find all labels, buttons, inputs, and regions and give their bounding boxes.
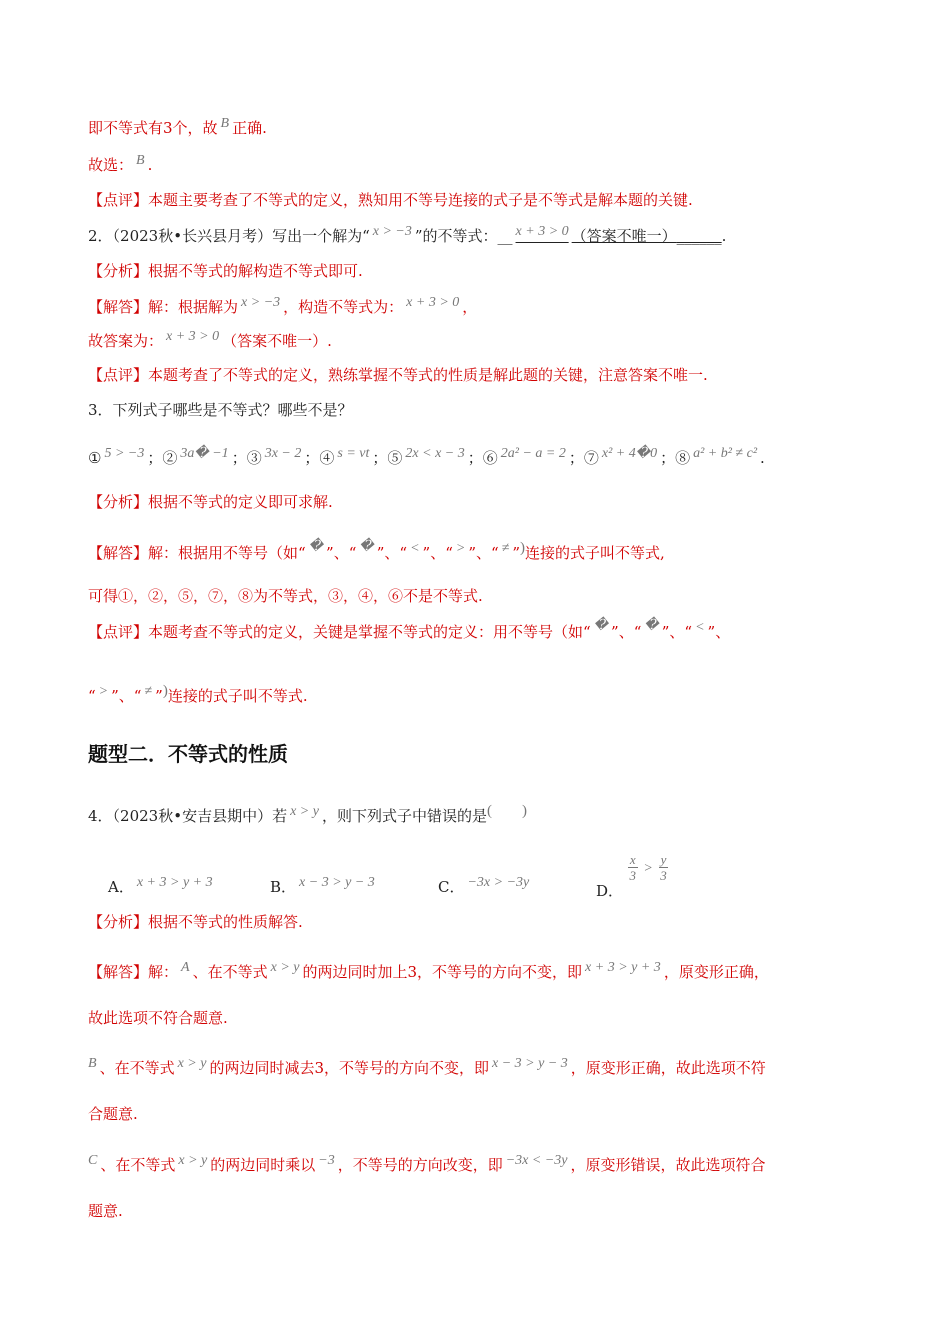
text: ，不等号的方向改变，即 [337, 1156, 503, 1174]
math-expr: s = vt [337, 446, 370, 461]
text: ”、 [707, 623, 731, 641]
denominator: 3 [629, 868, 636, 883]
option-label: D． [596, 881, 624, 900]
question-2 [88, 226, 870, 248]
math-expr: A [181, 960, 190, 975]
text: 解：根据解为 [148, 298, 239, 316]
text: 故选： [88, 156, 134, 174]
option-b-explanation [88, 1058, 870, 1080]
item-number: ；⑦ [568, 449, 599, 467]
tag-label: 【分析】 [88, 493, 149, 511]
text: 2．（2023秋•长兴县月考）写出一个解为“ [88, 227, 370, 245]
math-expr: x + 3 > 0 [166, 329, 220, 344]
text-line [88, 118, 870, 140]
analysis-line [88, 492, 870, 512]
text: 即不等式有3个，故 [88, 119, 218, 137]
math-expr: x − 3 > y − 3 [299, 875, 375, 890]
text: 本题考查不等式的定义，关键是掌握不等式的定义：用不等号（如“ [148, 623, 591, 641]
text: ，构造不等式为： [283, 298, 404, 316]
item-number: ；⑧ [660, 449, 691, 467]
text: 、在不等式 [192, 963, 268, 981]
text: 根据不等式的性质解答. [148, 913, 303, 931]
option-c [438, 876, 532, 897]
numerator: y [660, 852, 667, 867]
text: 的两边同时加上3，不等号的方向不变，即 [302, 963, 583, 981]
text: ”、“ [611, 623, 642, 641]
tag-label: 【解答】 [88, 963, 149, 981]
math-symbol: > [643, 860, 653, 876]
option-c-explanation [88, 1155, 870, 1177]
solution-line [88, 539, 870, 565]
comment-line-cont [88, 683, 870, 708]
text-line [88, 1008, 870, 1028]
math-symbol: < [410, 541, 420, 556]
paren: ) [162, 683, 168, 699]
math-expr: x > y [290, 804, 319, 819]
text: . [721, 227, 727, 245]
text-line [88, 1104, 870, 1124]
text: ”、“ [326, 544, 357, 562]
text: 连接的式子叫不等式. [167, 687, 308, 705]
item-number: ；⑥ [467, 449, 498, 467]
fraction [659, 852, 669, 883]
text: ，原变形错误，故此选项符合 [570, 1156, 766, 1174]
item-number: ；③ [231, 449, 262, 467]
math-symbol: � [308, 539, 324, 554]
option-label: A． [108, 878, 134, 896]
text: ，则下列式子中错误的是 [321, 807, 487, 825]
text: . [147, 156, 153, 174]
numerator: x [629, 852, 636, 867]
option-b [270, 876, 378, 897]
math-symbol: � [593, 618, 609, 633]
analysis-line [88, 261, 870, 281]
fraction [628, 852, 638, 883]
text: 解：根据用不等号（如“ [148, 544, 306, 562]
section-title: 题型二．不等式的性质 [88, 742, 288, 766]
text-line [88, 586, 870, 606]
math-expr: 2x < x − 3 [405, 446, 465, 461]
text: 故此选项不符合题意. [88, 1009, 228, 1027]
math-symbol: > [455, 541, 466, 556]
tag-label: 【分析】 [88, 262, 149, 280]
math-symbol: > [98, 684, 109, 699]
math-expr: C [88, 1153, 98, 1168]
item-number: ；④ [304, 449, 335, 467]
tag-label: 【解答】 [88, 544, 149, 562]
text: 解： [148, 963, 179, 981]
text: （答案不唯一） [571, 227, 677, 245]
text: 本题主要考查了不等式的定义，熟知用不等号连接的式子是不等式是解本题的关键. [148, 191, 693, 209]
text: 的两边同时乘以 [210, 1156, 316, 1174]
text: 题意. [88, 1202, 123, 1220]
solution-line [88, 962, 870, 984]
math-expr: x² + 4�0 [601, 446, 658, 461]
item-number: ；⑤ [372, 449, 403, 467]
text: ，原变形正确， [663, 963, 769, 981]
expression-list [88, 448, 870, 470]
math-expr: x > −3 [241, 295, 281, 310]
analysis-line [88, 912, 870, 932]
comment-line [88, 365, 870, 385]
text: ”的不等式：__ [414, 227, 513, 245]
text: ”、“ [111, 687, 142, 705]
answer-paren: ( ) [486, 803, 527, 819]
text: 连接的式子叫不等式, [525, 544, 665, 562]
option-d [596, 852, 668, 900]
math-expr: 5 > −3 [104, 446, 145, 461]
text-line [88, 155, 870, 177]
tag-label: 【解答】 [88, 298, 149, 316]
comment-line [88, 618, 870, 644]
item-number: . [760, 449, 765, 467]
tag-label: 【点评】 [88, 366, 149, 384]
text: 合题意. [88, 1105, 138, 1123]
tag-label: 【点评】 [88, 623, 149, 641]
math-expr: 2a² − a = 2 [500, 446, 566, 461]
text: 的两边同时减去3，不等号的方向不变，即 [209, 1059, 489, 1077]
math-expr: x + 3 > 0 [406, 295, 460, 310]
text: ”、“ [468, 544, 499, 562]
text: （答案不唯一）. [222, 332, 332, 350]
math-expr: x > y [178, 1153, 208, 1168]
text: ” [155, 687, 163, 705]
text-line [88, 331, 870, 353]
text: ”、“ [661, 623, 693, 641]
math-expr: B [88, 1056, 97, 1071]
solution-line [88, 297, 870, 319]
math-expr: x − 3 > y − 3 [492, 1056, 568, 1071]
tag-label: 【点评】 [88, 191, 149, 209]
tag-label: 【分析】 [88, 913, 149, 931]
text: ” [512, 544, 521, 562]
math-expr: x > y [177, 1056, 207, 1071]
denominator: 3 [660, 868, 667, 883]
question-4 [88, 803, 870, 828]
text: “ [88, 687, 96, 705]
text: ”、“ [422, 544, 453, 562]
answer-blank: x + 3 > 0 （答案不唯一）______ [515, 224, 722, 245]
text: 故答案为： [88, 332, 164, 350]
math-expr: x > −3 [372, 224, 412, 239]
item-number: ；② [147, 449, 178, 467]
math-expr: x + 3 > y + 3 [585, 960, 661, 975]
math-expr: B [136, 153, 145, 168]
text: 、在不等式 [100, 1156, 176, 1174]
text: 、在不等式 [99, 1059, 175, 1077]
math-symbol: < [695, 620, 705, 635]
text-line [88, 1201, 870, 1221]
option-label: C． [438, 878, 465, 896]
math-expr: −3 [318, 1153, 335, 1168]
comment-line [88, 190, 870, 210]
paren: ) [520, 540, 526, 556]
text: 正确. [232, 119, 267, 137]
text: ， [462, 298, 478, 316]
math-expr: 3x − 2 [264, 446, 302, 461]
text: 根据不等式的解构造不等式即可. [148, 262, 363, 280]
option-a [108, 876, 216, 897]
text: ，原变形正确，故此选项不符 [570, 1059, 766, 1077]
question-3 [88, 400, 870, 420]
math-symbol: � [359, 539, 374, 554]
math-expr: x + 3 > 0 [515, 224, 569, 239]
text: ”、“ [376, 544, 408, 562]
text: 3．下列式子哪些是不等式？哪些不是？ [88, 401, 353, 419]
math-expr: a² + b² ≠ c² [693, 446, 758, 461]
option-label: B． [270, 878, 297, 896]
math-symbol: ≠ [144, 684, 153, 699]
math-expr: x > y [270, 960, 300, 975]
math-expr: −3x > −3y [467, 875, 530, 890]
math-symbol: ≠ [501, 541, 510, 556]
text: 本题考查了不等式的定义，熟练掌握不等式的性质是解此题的关键，注意答案不唯一. [148, 366, 708, 384]
math-expr: 3a� −1 [180, 446, 229, 461]
math-expr: x + 3 > y + 3 [136, 875, 213, 890]
text: 根据不等式的定义即可求解. [148, 493, 333, 511]
math-expr: −3x < −3y [505, 1153, 568, 1168]
math-symbol: � [644, 618, 659, 633]
text: 可得①，②，⑤，⑦，⑧为不等式，③，④，⑥不是不等式. [88, 587, 483, 605]
item-number: ① [88, 449, 102, 467]
text: 4．（2023秋•安吉县期中）若 [88, 807, 288, 825]
math-expr: B [220, 116, 230, 131]
